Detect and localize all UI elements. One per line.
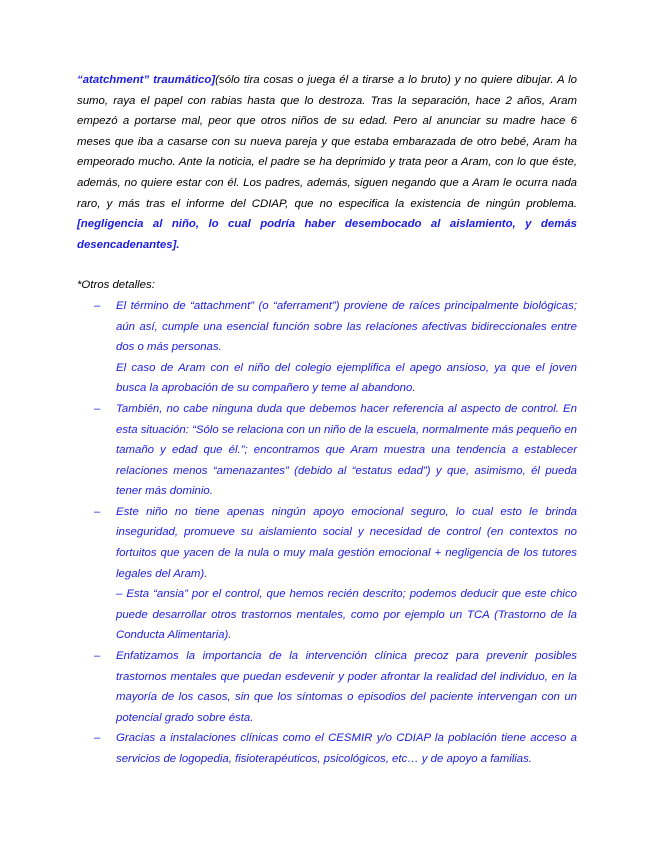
bullet-dash: – [94,402,101,415]
list-item [77,399,577,502]
list-item-text: También, no cabe ninguna duda que debemos hacer referencia al aspecto de control. En esta situación: “Sólo se relaciona con un niño de la escuela, normalmente más pequeño en tamaño y edad que él.”; encontramos que Aram muestra una tendencia a establecer relaciones menos “amenazantes” (debido al “estatus edad”) y que, asimismo, él pueda tener más dominio. [116,402,577,498]
intro-bold-end: [negligencia al niño, lo cual podría haber desembocado al aislamiento, y demás desencadenantes]. [77,218,577,251]
list-item [77,728,577,769]
list-item-text: Gracias a instalaciones clínicas como el CESMIR y/o CDIAP la población tiene acceso a servicios de logopedia, fisioterapéuticos, psicológicos, etc… y de apoyo a familias. [116,732,577,765]
bullet-dash: – [94,505,101,518]
others-label: *Otros detalles: [77,279,155,292]
document-body [77,70,577,770]
intro-paragraph [77,70,577,255]
intro-text: (sólo tira cosas o juega él a tirarse a lo bruto) y no quiere dibujar. A lo sumo, raya el papel con rabias hasta que lo destroza. Tras la separación, hace 2 años, Aram empezó a portarse mal, peor que otros niños de su edad. Pero al anunciar su madre hace 6 meses que iba a casarse con su nueva pareja y que estaba embarazada de otro bebé, Aram ha empeorado mucho. Ante la noticia, el padre se ha deprimido y trata peor a Aram, con lo que éste, además, no quiere estar con él. Los padres, además, siguen negando que a Aram le ocurra nada raro, y más tras el informe del CDIAP, que no especifica la existencia de ningún problema. [77,74,577,210]
list-item-text: Enfatizamos la importancia de la intervención clínica precoz para prevenir posibles trastornos mentales que puedan esdevenir y poder afrontar la realidad del individuo, en la mayoría de los casos, sin que los síntomas o episodios del paciente intervengan con un potencial grado sobre ésta. [116,650,577,724]
bullet-dash: – [94,732,101,745]
list-item-text: El caso de Aram con el niño del colegio ejemplifica el apego ansioso, ya que el joven busca la aprobación de su compañero y teme al abandono. [116,361,577,395]
intro-bold-start: “atatchment” traumático] [77,74,216,86]
list-item [77,296,577,399]
paragraph-spacer [77,255,577,275]
list-item [77,502,577,646]
details-list [77,296,577,770]
list-item-text: Este niño no tiene apenas ningún apoyo emocional seguro, lo cual esto le brinda inseguridad, promueve su aislamiento social y necesidad de control (en contextos no fortuitos que yacen de la nula o muy mala gestión emocional + negligencia de los tutores legales del Aram). [116,505,577,580]
list-item-text: – Esta “ansia” por el control, que hemos recién descrito; podemos deducir que este chico puede desarrollar otros trastornos mentales, como por ejemplo un TCA (Trastorno de la Conducta Alimentaria). [116,588,577,642]
bullet-dash: – [94,299,101,312]
bullet-dash: – [94,650,101,663]
list-item-text: El término de “attachment” (o “aferrament”) proviene de raíces principalmente biológicas; aún así, cumple una esencial función sobre las relaciones afectivas bidireccionales entre dos o más personas. [116,299,577,354]
list-item [77,646,577,728]
